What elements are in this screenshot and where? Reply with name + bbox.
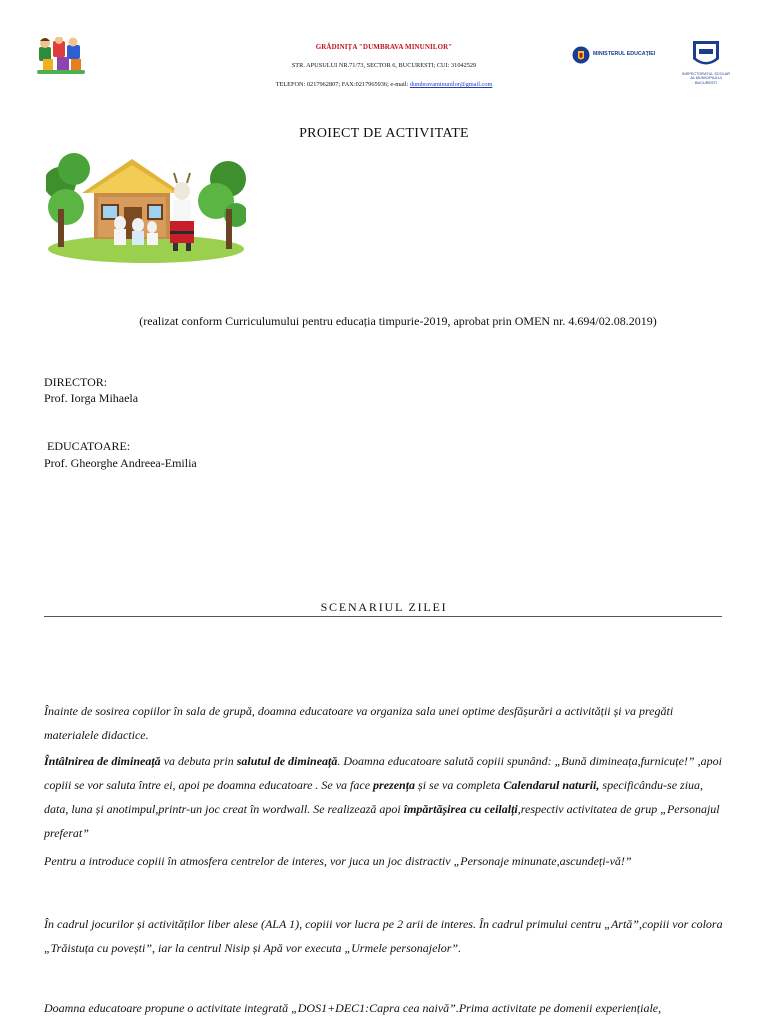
- bold-term: prezența: [373, 778, 416, 792]
- paragraph-preparation: Înainte de sosirea copiilor în sala de grupă, doamna educatoare va organiza sala unei optime desfășurări a activității și va pregăti materialele didactice.: [44, 704, 674, 742]
- bold-term: împărtășirea cu ceilalți: [403, 802, 518, 816]
- paragraph-text: ,respectiv activitatea de grup „Personajul preferat”: [44, 802, 720, 840]
- ismb-label: INSPECTORATUL ȘCOLAR AL MUNICIPIULUI BUCUREȘTI: [681, 72, 731, 85]
- educator-label: EDUCATOARE:: [47, 439, 131, 453]
- email-link[interactable]: dumbravaminunilor@gmail.com: [409, 81, 493, 88]
- school-address: STR. APUSULUI NR.71/73, SECTOR 6, BUCURESTI; CUI: 31042529: [291, 62, 477, 69]
- bold-term: Calendarul naturii,: [503, 778, 600, 792]
- ismb-logo: [680, 39, 732, 89]
- page-title: PROIECT DE ACTIVITATE: [299, 126, 469, 141]
- paragraph-game: Pentru a introduce copiii în atmosfera centrelor de interes, vor juca un joc distractiv „Personaje minunate,ascundeți-vă!”: [44, 854, 632, 868]
- contact-text: TELEFON: 0217962807; FAX:0217965936; e-mail:: [275, 81, 410, 88]
- ministry-logo: [572, 43, 668, 69]
- school-name: GRĂDINIȚA "DUMBRAVA MINUNILOR": [315, 43, 453, 51]
- school-contact: [0, 81, 768, 88]
- section-divider: [44, 616, 722, 617]
- paragraph-text: va debuta prin: [160, 754, 237, 768]
- paragraph-integrated-activity: Doamna educatoare propune o activitate integrată „DOS1+DEC1:Capra cea naivă”.Prima activitate pe domenii experiențiale,: [44, 1001, 662, 1015]
- paragraph-ala: În cadrul jocurilor și activităților liber alese (ALA 1), copiii vor lucra pe 2 arii de interes. În cadrul primului centru „Artă”,copiii vor colora „Trăistuța cu povești”, iar la centrul Nisip și Apă vor executa „Urmele personajelor”.: [44, 917, 723, 955]
- curriculum-note-text: (realizat conform Curriculumului pentru educația timpurie-2019, aprobat prin OMEN nr. 4.694/02.08.2019): [139, 314, 657, 328]
- bold-term: Întâlnirea de dimineață: [44, 754, 161, 768]
- goat-and-kids-illustration: [46, 153, 246, 265]
- paragraph-text: și se va completa: [415, 778, 504, 792]
- scenario-heading: SCENARIUL ZILEI: [320, 600, 448, 614]
- curriculum-note: [0, 314, 768, 329]
- paragraph-morning-meeting: [44, 749, 724, 845]
- paragraph-text: . Doamna educatoare salută copiii spunând: „Bună dimineața,furnicuțe!” ,apoi copiii se vor saluta între ei, apoi pe doamna educatoare . Se va face: [44, 754, 722, 792]
- bold-term: salutul de dimineață: [236, 754, 338, 768]
- ministry-label: MINISTERUL EDUCAȚIEI: [593, 51, 656, 57]
- paragraph-text: specificându-se ziua, data, luna și anotimpul,printr-un joc creat în wordwall. Se realizează apoi: [44, 778, 704, 816]
- director-name: Prof. Iorga Mihaela: [44, 391, 139, 405]
- director-label: DIRECTOR:: [44, 375, 108, 389]
- educator-name: Prof. Gheorghe Andreea-Emilia: [44, 456, 197, 470]
